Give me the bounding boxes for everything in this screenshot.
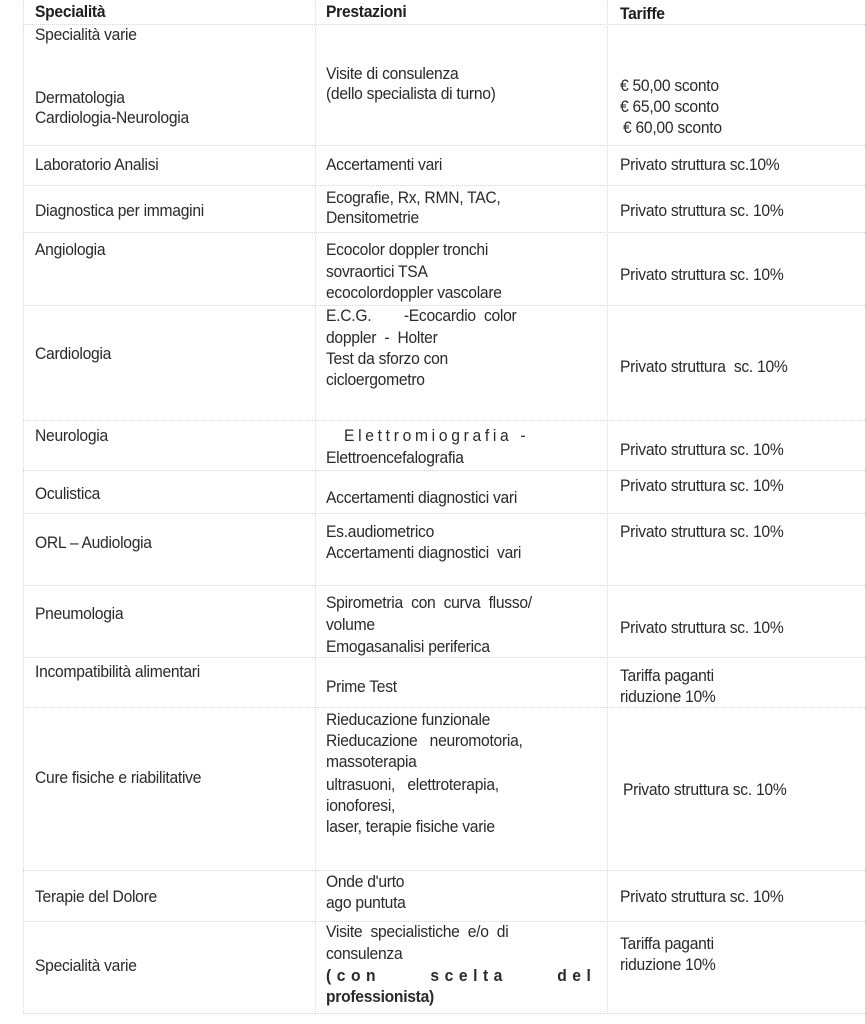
- tariffe-cell: Privato struttura sc. 10%: [620, 522, 784, 541]
- row-divider: [23, 232, 865, 233]
- prestazioni-cell: Emogasanalisi periferica: [326, 637, 490, 656]
- specialita-cell: Neurologia: [35, 426, 108, 445]
- specialita-cell: Pneumologia: [35, 604, 124, 623]
- specialita-cell: Diagnostica per immagini: [35, 201, 204, 220]
- specialita-cell: Cardiologia: [35, 344, 112, 363]
- prestazioni-cell: Elettromiografia -: [344, 426, 530, 445]
- tariffe-cell: € 50,00 sconto: [620, 76, 719, 95]
- tariffe-cell: Privato struttura sc. 10%: [620, 265, 784, 284]
- prestazioni-cell: Es.audiometrico: [326, 522, 434, 541]
- specialita-cell: Specialità varie: [35, 25, 137, 44]
- specialita-cell: Dermatologia: [35, 88, 125, 107]
- prestazioni-cell: doppler - Holter: [326, 328, 438, 347]
- row-divider: [23, 470, 865, 471]
- prestazioni-cell: Prime Test: [326, 677, 397, 696]
- column-divider-1: [315, 0, 316, 1014]
- prestazioni-cell: massoterapia: [326, 752, 417, 771]
- header-tariffe: Tariffe: [620, 4, 665, 23]
- tariffe-cell: Privato struttura sc. 10%: [620, 887, 784, 906]
- row-divider: [23, 420, 865, 421]
- specialita-cell: Angiologia: [35, 240, 106, 259]
- prestazioni-cell: Accertamenti diagnostici vari: [326, 543, 522, 562]
- specialita-cell: Incompatibilità alimentari: [35, 662, 200, 681]
- prestazioni-cell: Spirometria con curva flusso/: [326, 593, 532, 612]
- row-divider: [23, 145, 865, 146]
- tariffe-cell: € 60,00 sconto: [623, 118, 722, 137]
- prestazioni-cell: sovraortici TSA: [326, 262, 428, 281]
- prestazioni-cell: volume: [326, 615, 375, 634]
- prestazioni-cell: Rieducazione funzionale: [326, 710, 491, 729]
- prestazioni-cell: ultrasuoni, elettroterapia,: [326, 775, 499, 794]
- prestazioni-cell: ago puntuta: [326, 893, 406, 912]
- prestazioni-cell: ecocolordoppler vascolare: [326, 283, 502, 302]
- specialita-cell: Cardiologia-Neurologia: [35, 108, 189, 127]
- prestazioni-cell: Ecocolor doppler tronchi: [326, 240, 489, 259]
- prestazioni-cell: E.C.G. -Ecocardio color: [326, 306, 517, 325]
- tariffe-cell: Privato struttura sc.10%: [620, 155, 780, 174]
- specialita-cell: Specialità varie: [35, 956, 137, 975]
- header-prestazioni: Prestazioni: [326, 2, 407, 21]
- prestazioni-cell: Densitometrie: [326, 208, 419, 227]
- tariffe-cell: Privato struttura sc. 10%: [620, 440, 784, 459]
- prestazioni-cell: Visite di consulenza: [326, 64, 459, 83]
- prestazioni-cell: Ecografie, Rx, RMN, TAC,: [326, 188, 501, 207]
- tariffe-cell: riduzione 10%: [620, 955, 716, 974]
- row-divider: [23, 585, 865, 586]
- prestazioni-cell: professionista): [326, 987, 434, 1006]
- column-divider-2: [607, 0, 608, 1014]
- row-divider: [23, 870, 865, 871]
- tariffe-cell: Privato struttura sc. 10%: [620, 618, 784, 637]
- prestazioni-cell: (dello specialista di turno): [326, 84, 496, 103]
- header-specialita: Specialità: [35, 2, 106, 21]
- prestazioni-cell: Test da sforzo con: [326, 349, 448, 368]
- prestazioni-cell: ionoforesi,: [326, 796, 396, 815]
- specialita-cell: Laboratorio Analisi: [35, 155, 159, 174]
- tariffe-cell: Privato struttura sc. 10%: [620, 476, 784, 495]
- prestazioni-cell: (con scelta del: [326, 966, 597, 985]
- specialita-cell: ORL – Audiologia: [35, 533, 152, 552]
- specialita-cell: Oculistica: [35, 484, 101, 503]
- prestazioni-cell: Onde d'urto: [326, 872, 405, 891]
- tariffe-cell: Privato struttura sc. 10%: [623, 780, 787, 799]
- row-divider: [23, 185, 865, 186]
- prestazioni-cell: laser, terapie fisiche varie: [326, 817, 495, 836]
- tariffe-cell: € 65,00 sconto: [620, 97, 719, 116]
- tariffe-cell: riduzione 10%: [620, 687, 716, 706]
- column-divider-left: [23, 0, 24, 1014]
- prestazioni-cell: Visite specialistiche e/o di: [326, 922, 509, 941]
- tariffe-cell: Privato struttura sc. 10%: [620, 357, 788, 376]
- row-divider: [23, 657, 865, 658]
- tariffe-cell: Tariffa paganti: [620, 934, 714, 953]
- row-divider: [23, 513, 865, 514]
- prestazioni-cell: cicloergometro: [326, 370, 425, 389]
- specialita-cell: Cure fisiche e riabilitative: [35, 768, 202, 787]
- prestazioni-cell: Elettroencefalografia: [326, 448, 464, 467]
- prestazioni-cell: Rieducazione neuromotoria,: [326, 731, 523, 750]
- specialita-cell: Terapie del Dolore: [35, 887, 157, 906]
- prestazioni-cell: Accertamenti diagnostici vari: [326, 488, 518, 507]
- row-divider: [23, 24, 865, 25]
- row-divider: [23, 707, 865, 708]
- tariffe-cell: Privato struttura sc. 10%: [620, 201, 784, 220]
- tariffe-cell: Tariffa paganti: [620, 666, 714, 685]
- row-divider: [23, 1013, 865, 1014]
- prestazioni-cell: consulenza: [326, 944, 403, 963]
- prestazioni-cell: Accertamenti vari: [326, 155, 443, 174]
